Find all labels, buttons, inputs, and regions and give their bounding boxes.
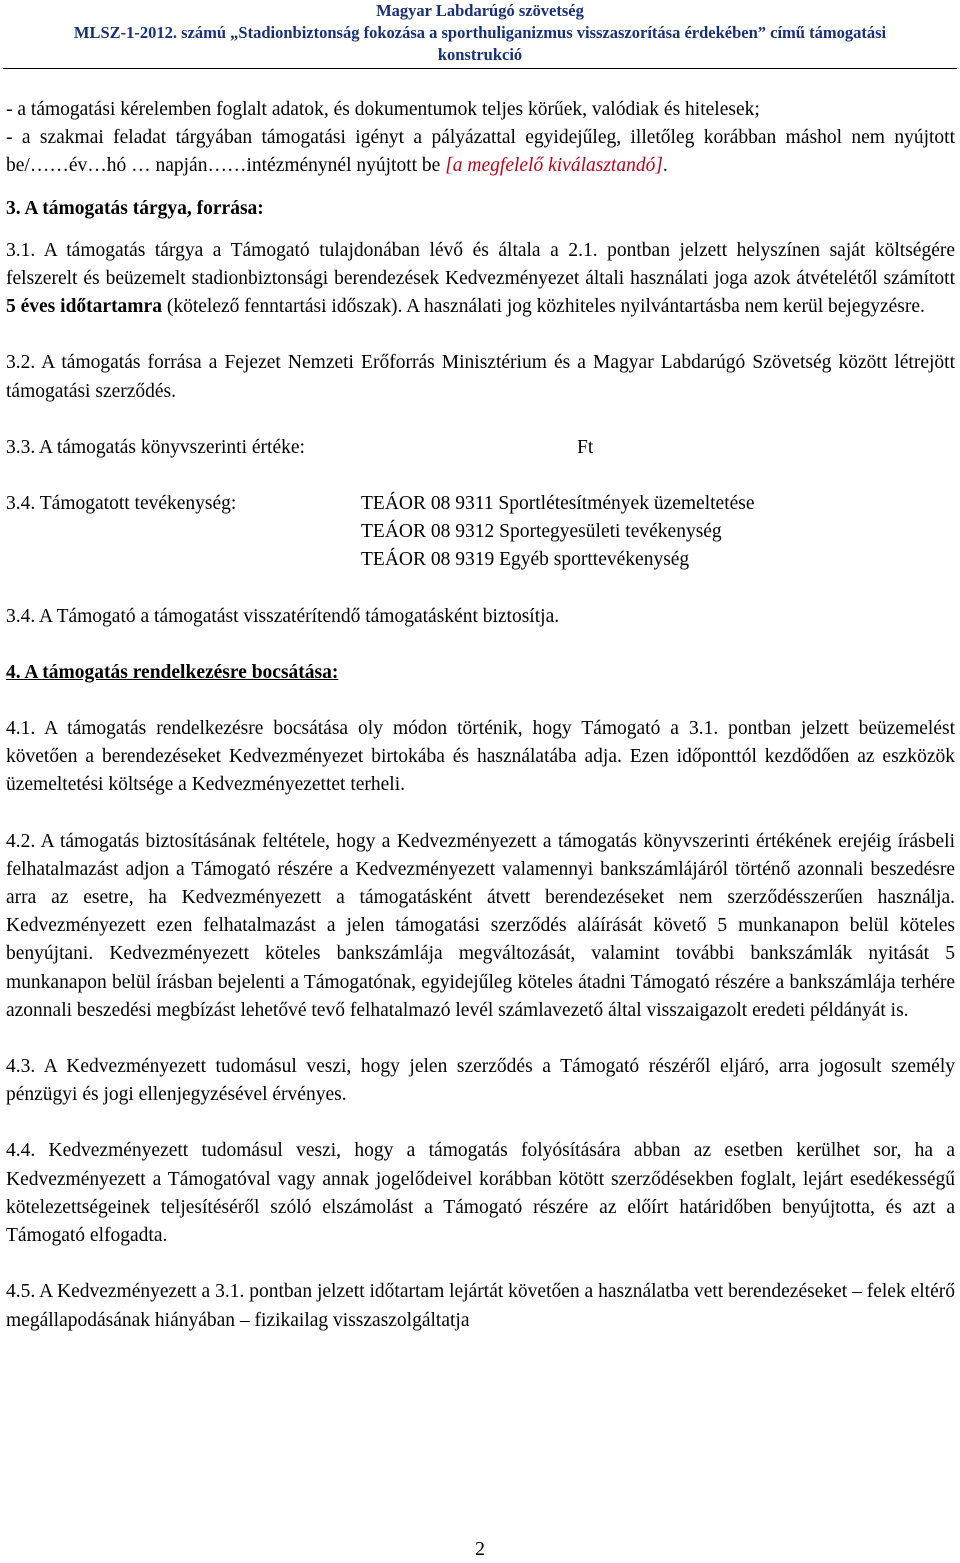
header-program-title-cont: konstrukció [437, 45, 523, 64]
paragraph-3-2: 3.2. A támogatás forrása a Fejezet Nemzeti Erőforrás Minisztérium és a Magyar Labdarúgó Szövetség között létrejött támogatási szerződés. [6, 352, 955, 402]
teaor-item: TEÁOR 08 9311 Sportlétesítmények üzemeltetése [361, 493, 755, 515]
document-body [6, 96, 955, 1335]
book-value-currency: Ft [577, 436, 594, 458]
intro-item-2 [6, 124, 955, 180]
paragraph-4-4: 4.4. Kedvezményezett tudomásul veszi, hogy a támogatás folyósítására abban az esetben kerülhet sor, ha a Kedvezményezett a Támogatóval vagy annak jogelődeivel korábban kötött szerződésekben foglalt, lejárt esedékességű kötelezettségeinek teljesítéséről szóló elszámolást a Támogató részére az előírt határidőben benyújtotta, és azt a Támogató elfogadta. [6, 1140, 955, 1247]
paragraph-3-4 [6, 490, 955, 575]
paragraph-3-1-period: időtartamra [60, 296, 162, 318]
intro-item-2-placeholder: [a megfelelő kiválasztandó] [445, 155, 663, 177]
intro-item-2-end: . [662, 155, 668, 177]
supported-activity-label: 3.4. Támogatott tevékenység: [6, 493, 237, 515]
paragraph-4-5: 4.5. A Kedvezményezett a 3.1. pontban jelzett időtartam lejártát követően a használatba vett berendezéseket – felek eltérő megállapodásának hiányában – fizikailag visszaszolgáltatja [6, 1281, 955, 1331]
teaor-item: TEÁOR 08 9312 Sportegyesületi tevékenység [361, 521, 722, 543]
paragraph-3-3 [6, 434, 955, 462]
paragraph-4-3: 4.3. A Kedvezményezett tudomásul veszi, hogy jelen szerződés a Támogató részéről eljáró, arra jogosult személy pénzügyi és jogi ellenjegyzésével érvényes. [6, 1056, 955, 1106]
paragraph-4-1: 4.1. A támogatás rendelkezésre bocsátása oly módon történik, hogy Támogató a 3.1. pontban jelzett beüzemelést követően a berendezéseket Kedvezményezet birtokába és használatába adja. Ezen időponttól kezdődően az eszközök üzemeltetési költsége a Kedvezményezettet terheli. [6, 718, 955, 796]
paragraph-3-1-text: 3.1. A támogatás tárgya a Támogató tulajdonában lévő és általa a 2.1. pontban jelzett helyszínen saját költségére felszerelt és beüzemelt stadionbiztonsági berendezések Kedvezményezet általi használati joga azok átvételétől számított [6, 239, 955, 290]
paragraph-3-4b: 3.4. A Támogató a támogatást visszatérítendő támogatásként biztosítja. [6, 605, 560, 627]
teaor-item: TEÁOR 08 9319 Egyéb sporttevékenység [361, 549, 690, 571]
paragraph-4-2: 4.2. A támogatás biztosításának feltétele, hogy a Kedvezményezett a támogatás könyvszerinti értékének erejéig írásbeli felhatalmazást adjon a Támogató részére a Kedvezményezett valamennyi bankszámlájáról történő azonnali beszedésre arra az esetre, ha Kedvezményezett a támogatásként átvett berendezéseket nem szerződésszerűen használja. Kedvezményezett ezen felhatalmazást a jelen támogatási szerződés aláírását követő 5 munkanapon belül köteles benyújtani. Kedvezményezett köteles bankszámlája megváltozását, valamint további bankszámlák nyitását 5 munkanapon belül írásban bejelenti a Támogatónak, egyidejűleg köteles átadni Támogató részére a bankszámlája terhére azonnali beszedési megbízást lehetővé tevő felhatalmazó levél számlavezető által visszaigazolt eredeti példányát is. [6, 830, 955, 1021]
intro-item-2-text: - a szakmai feladat tárgyában támogatási igényt a pályázattal egyidejűleg, illetőleg korábban máshol nem nyújtott be/……év…hó … napján……intézménynél nyújtott be [6, 127, 955, 177]
book-value-label: 3.3. A támogatás könyvszerinti értéke: [6, 436, 305, 458]
paragraph-3-1-duration: 5 éves [6, 296, 56, 318]
teaor-list [361, 490, 755, 575]
page-number: 2 [475, 1538, 485, 1560]
section-4-heading: 4. A támogatás rendelkezésre bocsátása: [6, 661, 339, 683]
intro-item-1: - a támogatási kérelemben foglalt adatok, és dokumentumok teljes körűek, valódiak és hitelesek; [6, 99, 760, 120]
paragraph-3-1 [6, 237, 955, 322]
paragraph-3-1-rest: (kötelező fenntartási időszak). A használati jog közhiteles nyilvántartásba nem kerül bejegyzésre. [161, 296, 925, 318]
document-header [0, 0, 960, 66]
header-program-title: MLSZ-1-2012. számú „Stadionbiztonság fokozása a sporthuliganizmus visszaszorítása érdekében” című támogatási [73, 23, 887, 42]
section-3-heading: 3. A támogatás tárgya, forrása: [6, 197, 264, 219]
header-organization: Magyar Labdarúgó szövetség [376, 1, 584, 20]
header-divider [3, 68, 957, 69]
